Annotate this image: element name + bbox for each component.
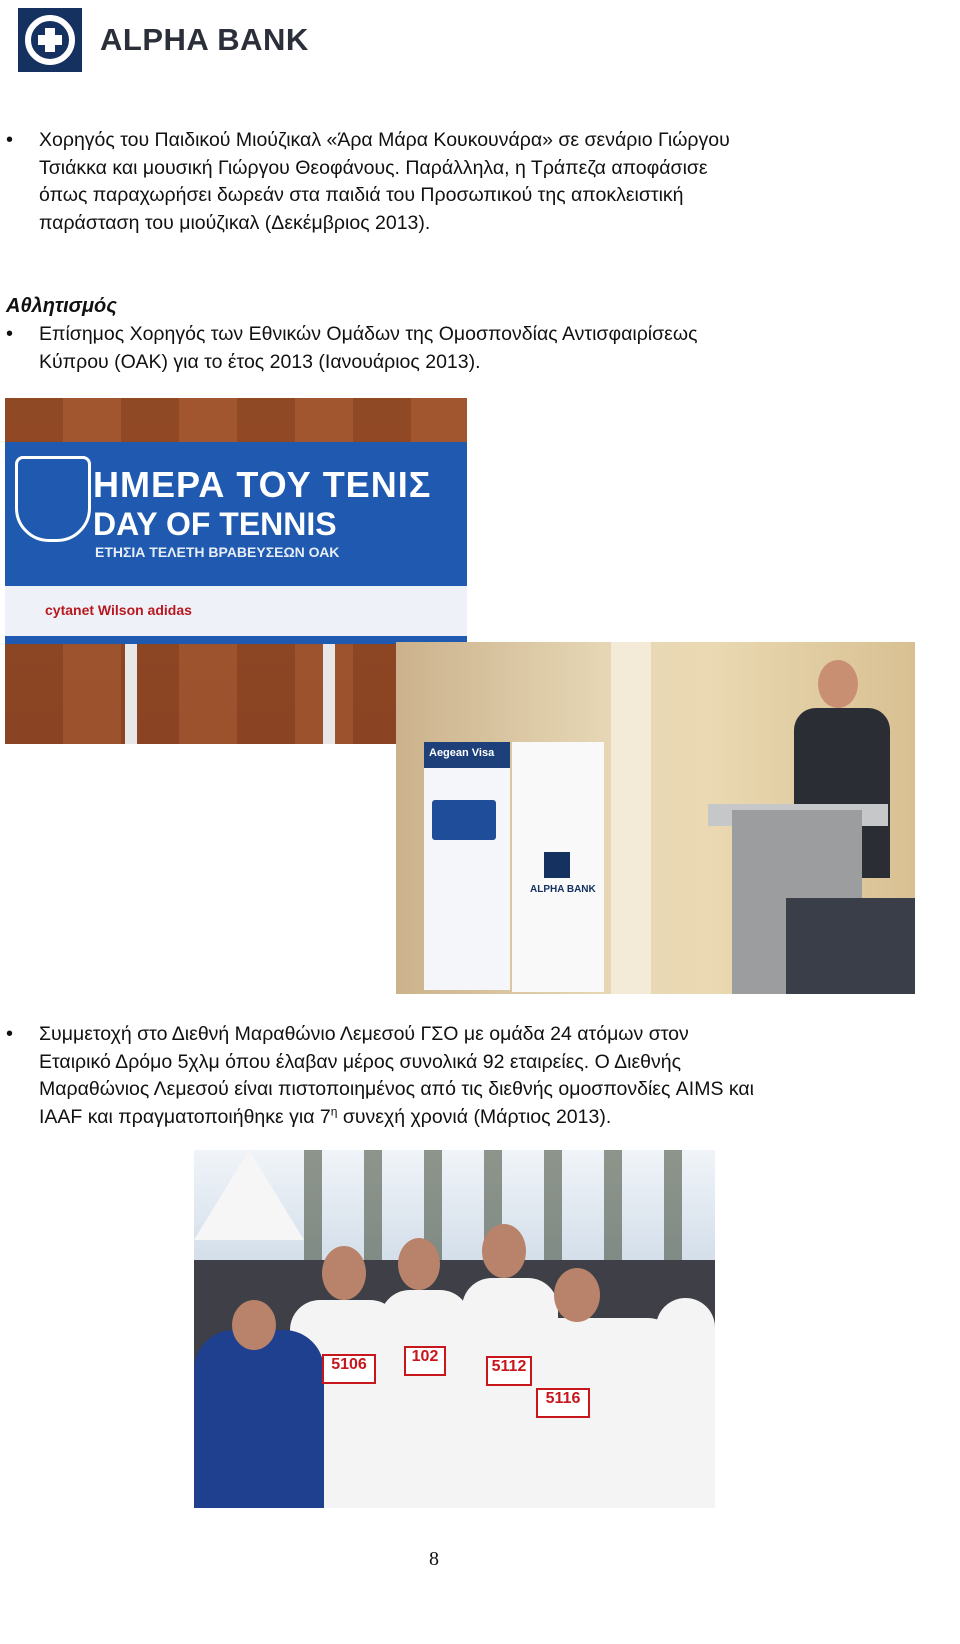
paragraph-marathon-end: συνεχή χρονιά (Μάρτιος 2013).: [337, 1105, 612, 1128]
bullet: •: [6, 323, 14, 345]
alpha-bank-small-logo-icon: [544, 852, 570, 878]
sponsor-logos: cytanet Wilson adidas: [45, 602, 192, 618]
race-bib: 102: [404, 1346, 446, 1376]
bank-name: ALPHA BANK: [100, 22, 309, 57]
banner-title-greek: ΗΜΕΡΑ ΤΟΥ ΤΕΝΙΣ: [93, 464, 432, 505]
banner-title-english: DAY OF TENNIS: [93, 506, 337, 542]
race-bib: 5116: [536, 1388, 590, 1418]
alpha-bank-banner: ALPHA BANK: [530, 884, 596, 895]
paragraph-marathon: [39, 1021, 919, 1131]
bullet: •: [6, 129, 14, 151]
section-heading-sports: Αθλητισμός: [6, 295, 117, 317]
credit-card-icon: [432, 800, 496, 840]
paragraph-musical: Χορηγός του Παιδικού Μιούζικαλ «Άρα Μάρα Κουκουνάρα» σε σενάριο Γιώργου Τσιάκκα και μουσική Γιώργου Θεοφάνους. Παράλληλα, η Τράπεζα αποφάσισε όπως παραχωρήσει δωρεάν στα παιδιά του Προσωπικού της αποκλειστική παράσταση του μιούζικαλ (Δεκέμβριος 2013).: [39, 129, 730, 234]
press-conference-photo: [396, 642, 915, 994]
race-bib: 5106: [322, 1354, 376, 1384]
banner-subtitle: ΕΤΗΣΙΑ ΤΕΛΕΤΗ ΒΡΑΒΕΥΣΕΩΝ ΟΑΚ: [95, 544, 340, 560]
page-number: 8: [429, 1548, 439, 1570]
alpha-bank-logo-icon: [18, 8, 82, 72]
tennis-crest-icon: [15, 456, 91, 542]
aegean-visa-banner: Aegean Visa: [429, 747, 495, 759]
ordinal-superscript: η: [330, 1104, 338, 1118]
paragraph-marathon-text: Συμμετοχή στο Διεθνή Μαραθώνιο Λεμεσού ΓΣΟ με ομάδα 24 ατόμων στον Εταιρικό Δρόμο 5χλμ όπου έλαβαν μέρος συνολικά 92 εταιρείες. Ο Διεθνής Μαραθώνιος Λεμεσού είναι πιστοποιημένος από τις διεθνής ομοσπονδίες AIMS και IAAF και πραγματοποιήθηκε για 7: [39, 1023, 754, 1128]
paragraph-tennis: Επίσημος Χορηγός των Εθνικών Ομάδων της Ομοσπονδίας Αντισφαιρίσεως Κύπρου (ΟΑΚ) για το έτος 2013 (Ιανουάριος 2013).: [39, 323, 698, 373]
race-bib: 5112: [486, 1356, 532, 1386]
bullet: •: [6, 1023, 14, 1045]
marathon-team-photo: [194, 1150, 715, 1508]
